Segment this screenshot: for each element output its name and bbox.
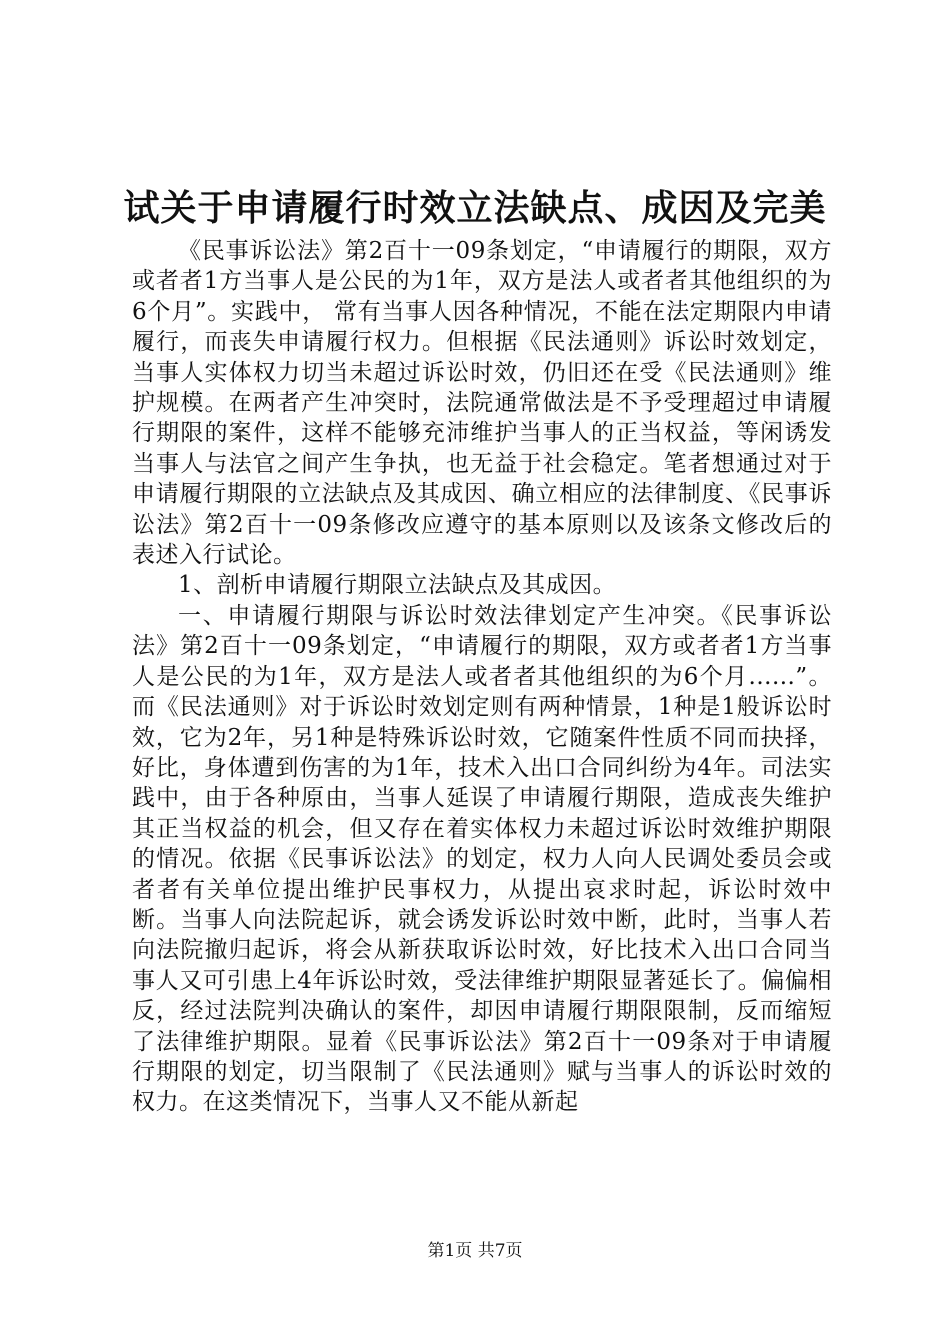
- document-title: 试关于申请履行时效立法缺点、成因及完美: [123, 187, 827, 229]
- paragraph-intro: 《民事诉讼法》第2百十一09条划定，“申请履行的期限，双方或者者1方当事人是公民的为1年，双方是法人或者者其他组织的为6个月”。实践中， 常有当事人因各种情况，不能在法定期限内申请履行，而丧失申请履行权力。但根据《民法通则》诉讼时效划定，当事人实体权力切当未超过诉讼时效，仍旧还在受《民法通则》维护规模。在两者产生冲突时，法院通常做法是不予受理超过申请履行期限的案件，这样不能够充沛维护当事人的正当权益，等闲诱发当事人与法官之间产生争执，也无益于社会稳定。笔者想通过对于申请履行期限的立法缺点及其成因、确立相应的法律制度、《民事诉讼法》第2百十一09条修改应遵守的基本原则以及该条文修改后的表述入行试论。: [132, 238, 832, 569]
- paragraph-section-heading: 1、剖析申请履行期限立法缺点及其成因。: [178, 572, 617, 599]
- document-body: [132, 236, 832, 1118]
- page-footer: 第1页 共7页: [427, 1241, 523, 1261]
- paragraph-section-one: 一、申请履行期限与诉讼时效法律划定产生冲突。《民事诉讼法》第2百十一09条划定，“申请履行的期限，双方或者者1方当事人是公民的为1年，双方是法人或者者其他组织的为6个月......”。而《民法通则》对于诉讼时效划定则有两种情景，1种是1般诉讼时效，它为2年，另1种是特殊诉讼时效，它随案件性质不同而抉择，好比，身体遭到伤害的为1年，技术入出口合同纠纷为4年。司法实践中，由于各种原由，当事人延误了申请履行期限，造成丧失维护其正当权益的机会，但又存在着实体权力未超过诉讼时效维护期限的情况。依据《民事诉讼法》的划定，权力人向人民调处委员会或者者有关单位提出维护民事权力，从提出哀求时起，诉讼时效中断。当事人向法院起诉，就会诱发诉讼时效中断，此时，当事人若向法院撤归起诉，将会从新获取诉讼时效，好比技术入出口合同当事人又可引患上4年诉讼时效，受法律维护期限显著延长了。偏偏相反，经过法院判决确认的案件，却因申请履行期限限制，反而缩短了法律维护期限。显着《民事诉讼法》第2百十一09条对于申请履行期限的划定，切当限制了《民法通则》赋与当事人的诉讼时效的权力。在这类情况下，当事人又不能从新起: [132, 602, 832, 1116]
